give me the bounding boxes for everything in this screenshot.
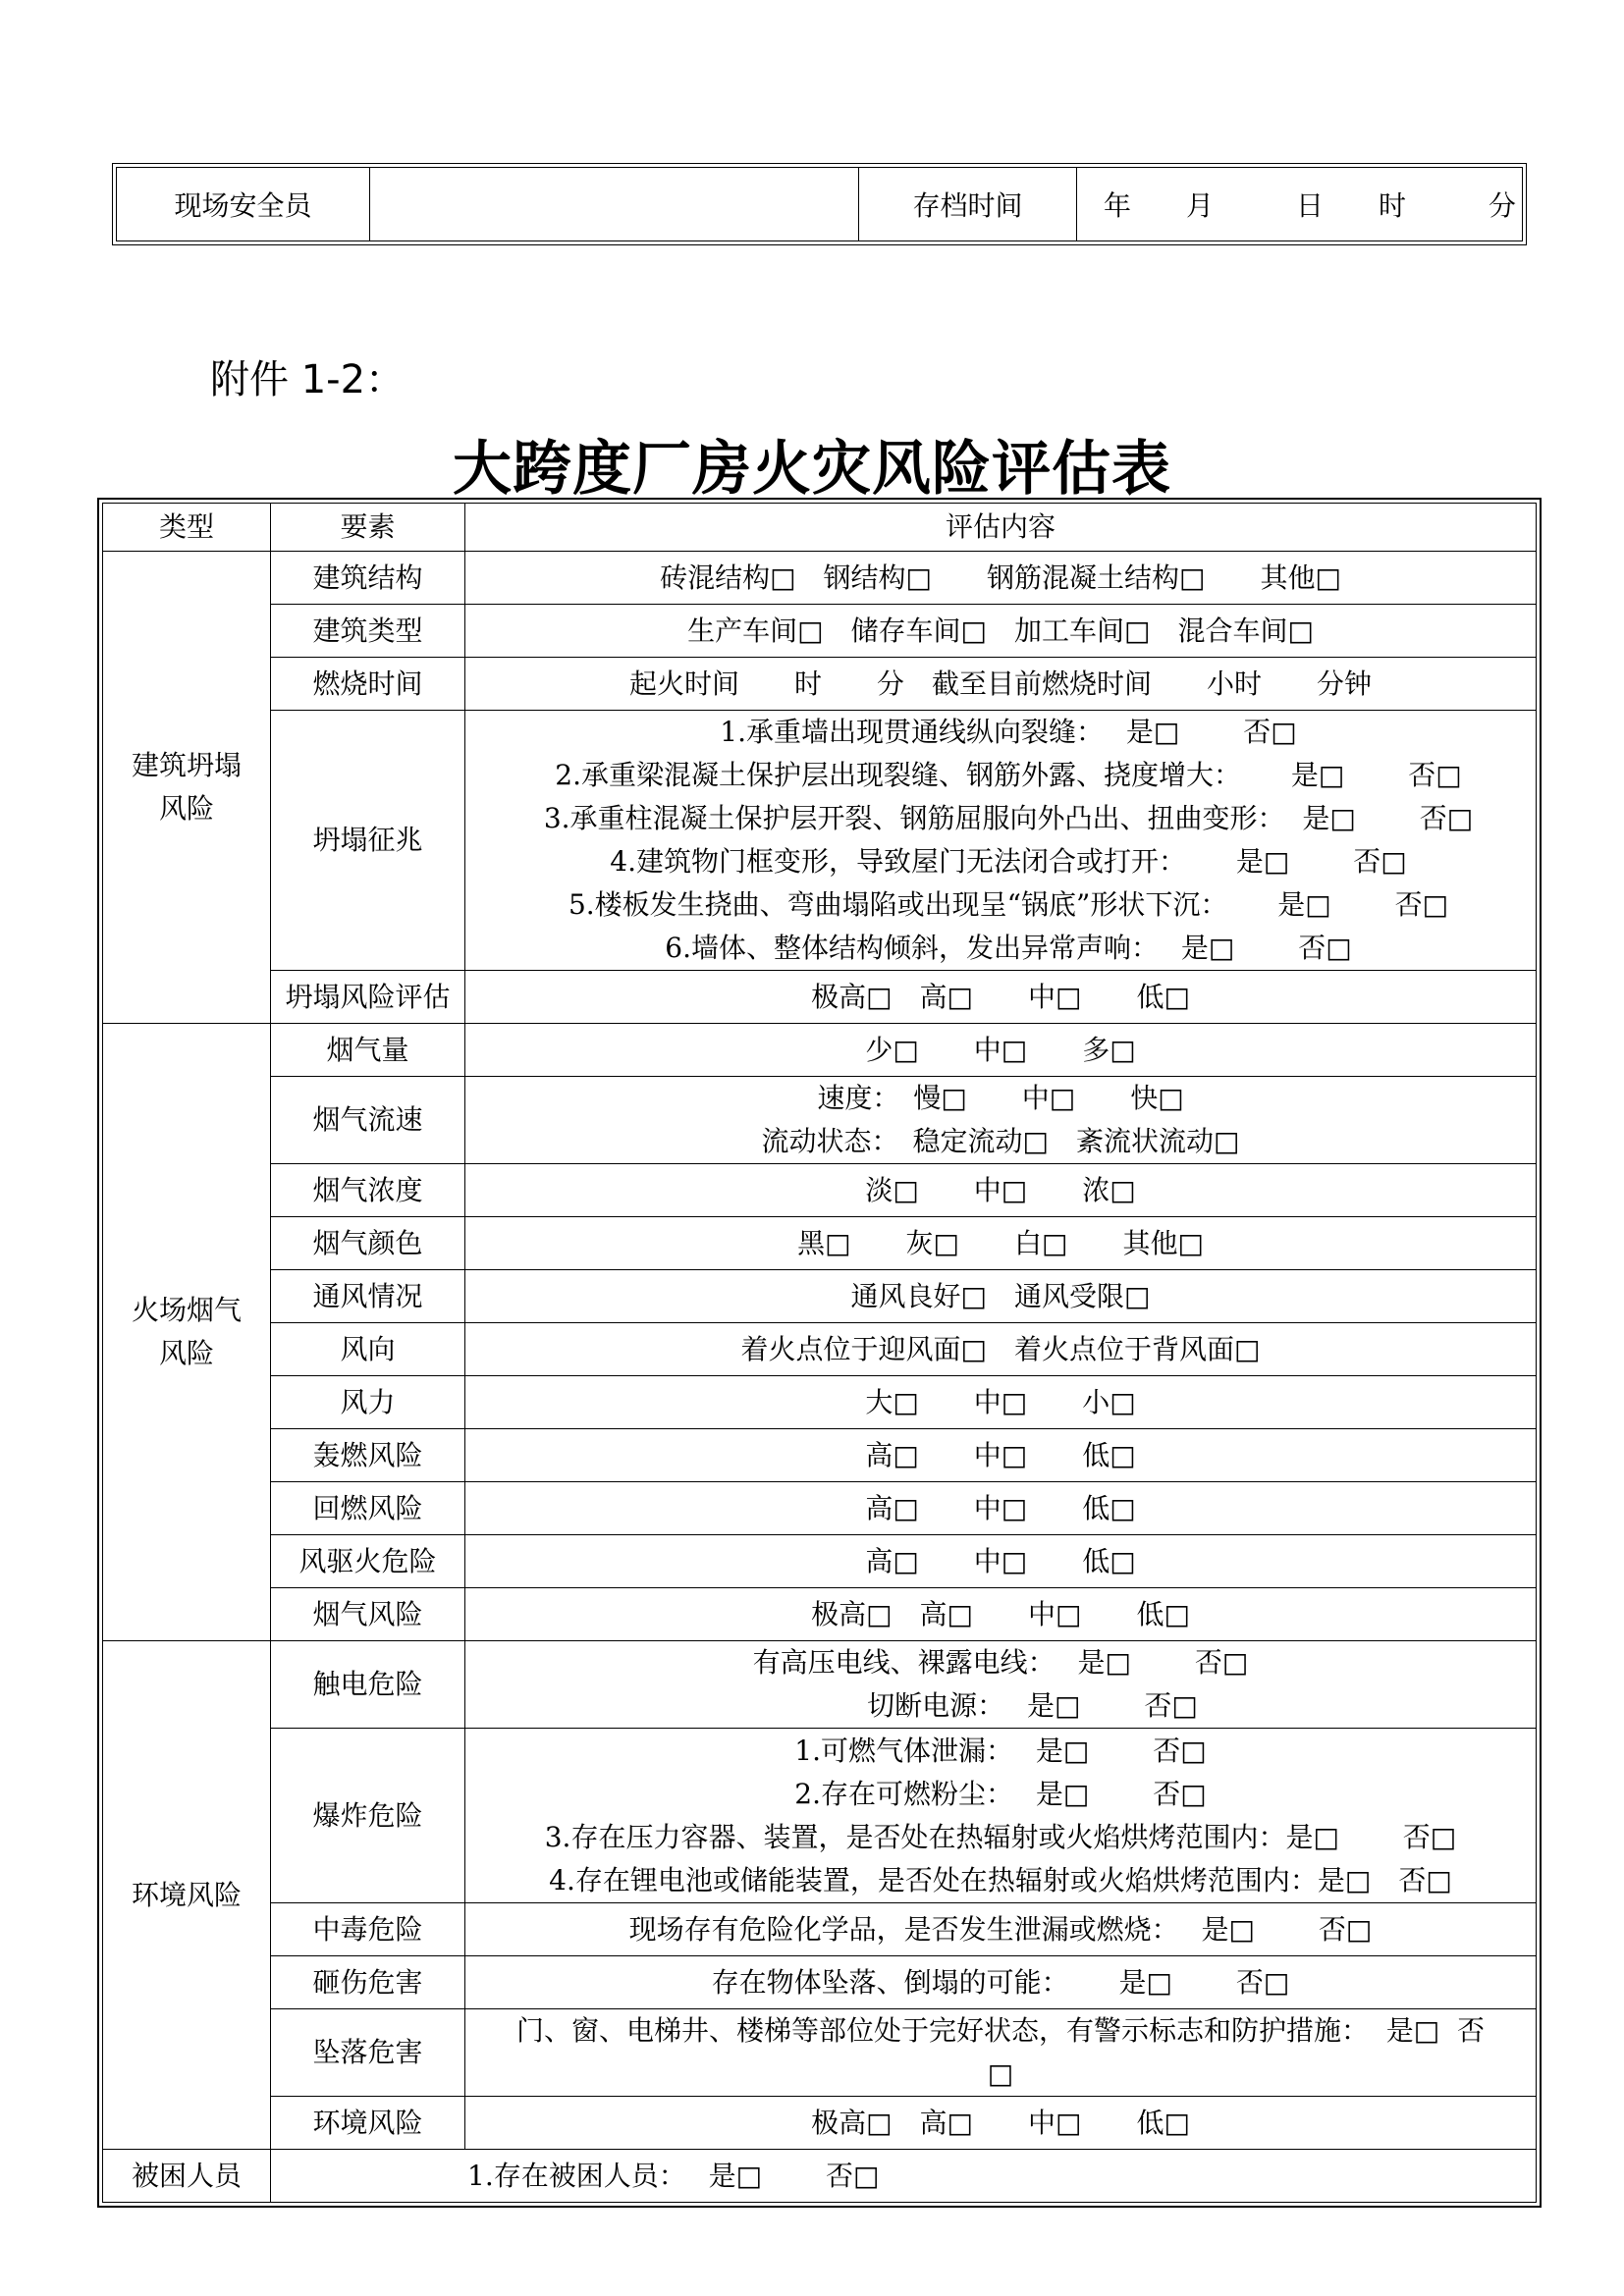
element-cell: 坍塌风险评估 xyxy=(271,971,465,1024)
element-cell: 烟气浓度 xyxy=(271,1164,465,1217)
content-cell: 极高□ 高□ 中□ 低□ xyxy=(465,2097,1537,2150)
element-cell: 烟气量 xyxy=(271,1024,465,1077)
category-collapse: 建筑坍塌 风险 xyxy=(103,552,271,1024)
element-cell: 爆炸危险 xyxy=(271,1729,465,1903)
content-cell: 生产车间□ 储存车间□ 加工车间□ 混合车间□ xyxy=(465,605,1537,658)
element-cell: 烟气颜色 xyxy=(271,1217,465,1270)
element-cell: 烟气流速 xyxy=(271,1077,465,1164)
content-cell: 大□ 中□ 小□ xyxy=(465,1376,1537,1429)
content-cell: 1.存在被困人员： 是□ 否□ xyxy=(271,2150,1537,2203)
content-cell: 砖混结构□ 钢结构□ 钢筋混凝土结构□ 其他□ xyxy=(465,552,1537,605)
risk-assessment-table xyxy=(102,503,1537,2203)
content-cell: 门、窗、电梯井、楼梯等部位处于完好状态，有警示标志和防护措施： 是□ 否 □ xyxy=(465,2009,1537,2097)
content-cell: 极高□ 高□ 中□ 低□ xyxy=(465,1588,1537,1641)
safety-officer-label: 现场安全员 xyxy=(117,168,370,241)
element-cell: 中毒危险 xyxy=(271,1903,465,1956)
content-cell: 通风良好□ 通风受限□ xyxy=(465,1270,1537,1323)
content-cell: 速度： 慢□ 中□ 快□ 流动状态： 稳定流动□ 紊流状流动□ xyxy=(465,1077,1537,1164)
safety-officer-value xyxy=(370,168,859,241)
content-cell: 起火时间 时 分 截至目前燃烧时间 小时 分钟 xyxy=(465,658,1537,711)
element-cell: 坠落危害 xyxy=(271,2009,465,2097)
element-cell: 坍塌征兆 xyxy=(271,711,465,971)
content-cell: 有高压电线、裸露电线： 是□ 否□ 切断电源： 是□ 否□ xyxy=(465,1641,1537,1729)
category-trapped: 被困人员 xyxy=(103,2150,271,2203)
category-environment: 环境风险 xyxy=(103,1641,271,2150)
element-cell: 风驱火危险 xyxy=(271,1535,465,1588)
header-content: 评估内容 xyxy=(465,504,1537,552)
top-info-table xyxy=(116,167,1523,241)
header-element: 要素 xyxy=(271,504,465,552)
annex-label: 附件 1-2： xyxy=(210,357,406,402)
content-cell: 1.可燃气体泄漏： 是□ 否□ 2.存在可燃粉尘： 是□ 否□ 3.存在压力容器、装置，是否处在热辐射或火焰烘烤范围内：是□ 否□ 4.存在锂电池或储能装置，是否处在热辐射或火焰烘烤范围内：是□ 否□ xyxy=(465,1729,1537,1903)
archive-time-label: 存档时间 xyxy=(859,168,1077,241)
element-cell: 烟气风险 xyxy=(271,1588,465,1641)
content-cell: 黑□ 灰□ 白□ 其他□ xyxy=(465,1217,1537,1270)
element-cell: 通风情况 xyxy=(271,1270,465,1323)
element-cell: 风力 xyxy=(271,1376,465,1429)
content-cell: 极高□ 高□ 中□ 低□ xyxy=(465,971,1537,1024)
page-title: 大跨度厂房火灾风险评估表 xyxy=(453,435,1171,504)
content-cell: 淡□ 中□ 浓□ xyxy=(465,1164,1537,1217)
element-cell: 砸伤危害 xyxy=(271,1956,465,2009)
header-type: 类型 xyxy=(103,504,271,552)
content-cell: 存在物体坠落、倒塌的可能： 是□ 否□ xyxy=(465,1956,1537,2009)
content-cell: 少□ 中□ 多□ xyxy=(465,1024,1537,1077)
archive-time-value: 年 月 日 时 分 xyxy=(1077,168,1523,241)
element-cell: 燃烧时间 xyxy=(271,658,465,711)
element-cell: 回燃风险 xyxy=(271,1482,465,1535)
element-cell: 环境风险 xyxy=(271,2097,465,2150)
element-cell: 风向 xyxy=(271,1323,465,1376)
element-cell: 轰燃风险 xyxy=(271,1429,465,1482)
element-cell: 触电危险 xyxy=(271,1641,465,1729)
content-cell: 着火点位于迎风面□ 着火点位于背风面□ xyxy=(465,1323,1537,1376)
content-cell: 高□ 中□ 低□ xyxy=(465,1429,1537,1482)
element-cell: 建筑结构 xyxy=(271,552,465,605)
content-cell: 1.承重墙出现贯通线纵向裂缝： 是□ 否□ 2.承重梁混凝土保护层出现裂缝、钢筋外露、挠度增大： 是□ 否□ 3.承重柱混凝土保护层开裂、钢筋屈服向外凸出、扭曲变形： 是□ 否□ 4.建筑物门框变形，导致屋门无法闭合或打开： 是□ 否□ 5.楼板发生挠曲、弯曲塌陷或出现呈“锅底”形状下沉： 是□ 否□ 6.墙体、整体结构倾斜，发出异常声响： 是□ 否□ xyxy=(465,711,1537,971)
content-cell: 高□ 中□ 低□ xyxy=(465,1482,1537,1535)
content-cell: 高□ 中□ 低□ xyxy=(465,1535,1537,1588)
content-cell: 现场存有危险化学品，是否发生泄漏或燃烧： 是□ 否□ xyxy=(465,1903,1537,1956)
element-cell: 建筑类型 xyxy=(271,605,465,658)
category-smoke: 火场烟气 风险 xyxy=(103,1024,271,1641)
